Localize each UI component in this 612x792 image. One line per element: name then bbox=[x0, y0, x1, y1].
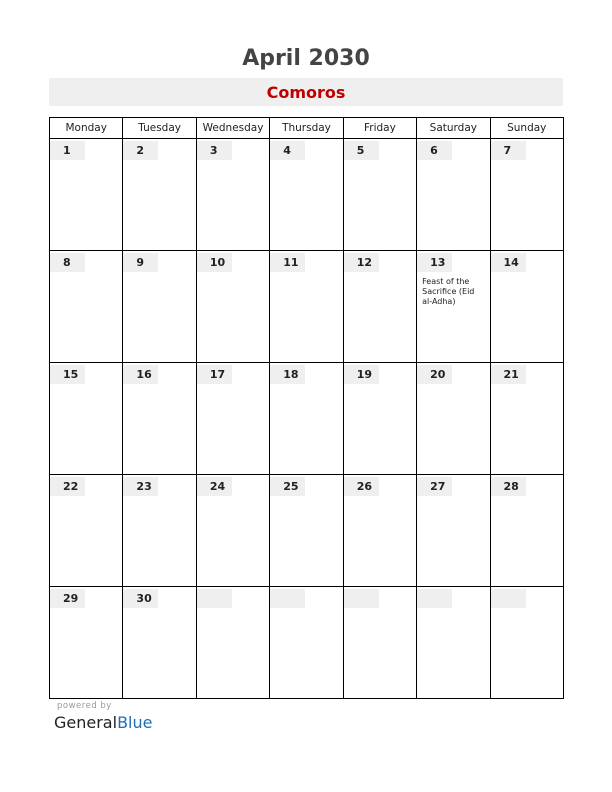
brand-blue: Blue bbox=[117, 713, 153, 732]
day-cell bbox=[50, 251, 123, 363]
day-number: 8 bbox=[50, 253, 85, 272]
day-number: 27 bbox=[417, 477, 452, 496]
weekday-saturday: Saturday bbox=[417, 118, 490, 139]
brand-general: General bbox=[54, 713, 118, 732]
calendar-title: April 2030 bbox=[242, 46, 370, 71]
day-cell bbox=[490, 139, 563, 251]
week-row bbox=[50, 251, 564, 363]
day-cell bbox=[343, 139, 416, 251]
day-number bbox=[344, 589, 379, 608]
day-number: 30 bbox=[123, 589, 158, 608]
day-cell bbox=[270, 251, 343, 363]
day-cell bbox=[196, 587, 269, 699]
day-number: 13 bbox=[417, 253, 452, 272]
day-cell bbox=[50, 139, 123, 251]
day-number: 16 bbox=[123, 365, 158, 384]
day-cell bbox=[123, 587, 196, 699]
day-number bbox=[197, 589, 232, 608]
day-cell bbox=[490, 251, 563, 363]
day-number: 22 bbox=[50, 477, 85, 496]
day-cell bbox=[490, 475, 563, 587]
day-cell bbox=[343, 251, 416, 363]
powered-by-label: powered by bbox=[57, 701, 112, 711]
week-row bbox=[50, 363, 564, 475]
day-number: 20 bbox=[417, 365, 452, 384]
day-cell bbox=[490, 363, 563, 475]
weekday-header-row bbox=[50, 118, 564, 139]
day-number: 25 bbox=[270, 477, 305, 496]
day-cell bbox=[123, 251, 196, 363]
weekday-tuesday: Tuesday bbox=[123, 118, 196, 139]
day-number: 23 bbox=[123, 477, 158, 496]
day-number: 7 bbox=[491, 141, 526, 160]
day-cell bbox=[417, 475, 490, 587]
day-number: 15 bbox=[50, 365, 85, 384]
day-cell bbox=[490, 587, 563, 699]
day-cell bbox=[343, 363, 416, 475]
day-number: 21 bbox=[491, 365, 526, 384]
day-number: 17 bbox=[197, 365, 232, 384]
day-number: 29 bbox=[50, 589, 85, 608]
country-band bbox=[49, 78, 563, 106]
day-number: 19 bbox=[344, 365, 379, 384]
day-number: 14 bbox=[491, 253, 526, 272]
country-name: Comoros bbox=[266, 83, 346, 102]
day-number: 4 bbox=[270, 141, 305, 160]
day-cell bbox=[270, 587, 343, 699]
weekday-friday: Friday bbox=[343, 118, 416, 139]
day-cell bbox=[270, 139, 343, 251]
week-row bbox=[50, 139, 564, 251]
day-cell bbox=[196, 475, 269, 587]
calendar-body bbox=[50, 139, 564, 699]
day-number: 10 bbox=[197, 253, 232, 272]
holiday-label: Feast of the Sacrifice (Eid al-Adha) bbox=[422, 277, 475, 306]
day-cell bbox=[196, 139, 269, 251]
weekday-monday: Monday bbox=[50, 118, 123, 139]
day-number: 1 bbox=[50, 141, 85, 160]
day-cell bbox=[343, 587, 416, 699]
generalblue-logo bbox=[54, 713, 152, 732]
day-cell bbox=[343, 475, 416, 587]
day-number: 28 bbox=[491, 477, 526, 496]
day-cell bbox=[417, 251, 490, 363]
day-cell bbox=[50, 363, 123, 475]
weekday-wednesday: Wednesday bbox=[196, 118, 269, 139]
day-number: 3 bbox=[197, 141, 232, 160]
day-cell bbox=[417, 139, 490, 251]
day-cell bbox=[123, 139, 196, 251]
day-number: 2 bbox=[123, 141, 158, 160]
day-cell bbox=[123, 363, 196, 475]
week-row bbox=[50, 475, 564, 587]
day-number: 24 bbox=[197, 477, 232, 496]
calendar-grid bbox=[49, 117, 564, 699]
week-row bbox=[50, 587, 564, 699]
day-cell bbox=[270, 475, 343, 587]
day-cell bbox=[270, 363, 343, 475]
day-number: 26 bbox=[344, 477, 379, 496]
day-number bbox=[491, 589, 526, 608]
day-cell bbox=[50, 587, 123, 699]
day-cell bbox=[123, 475, 196, 587]
day-cell bbox=[196, 251, 269, 363]
day-number: 18 bbox=[270, 365, 305, 384]
weekday-thursday: Thursday bbox=[270, 118, 343, 139]
day-cell bbox=[417, 587, 490, 699]
day-number: 6 bbox=[417, 141, 452, 160]
day-number: 11 bbox=[270, 253, 305, 272]
day-number: 9 bbox=[123, 253, 158, 272]
day-cell bbox=[417, 363, 490, 475]
day-number: 12 bbox=[344, 253, 379, 272]
day-number bbox=[270, 589, 305, 608]
weekday-sunday: Sunday bbox=[490, 118, 563, 139]
day-number bbox=[417, 589, 452, 608]
day-number: 5 bbox=[344, 141, 379, 160]
day-cell bbox=[196, 363, 269, 475]
day-cell bbox=[50, 475, 123, 587]
